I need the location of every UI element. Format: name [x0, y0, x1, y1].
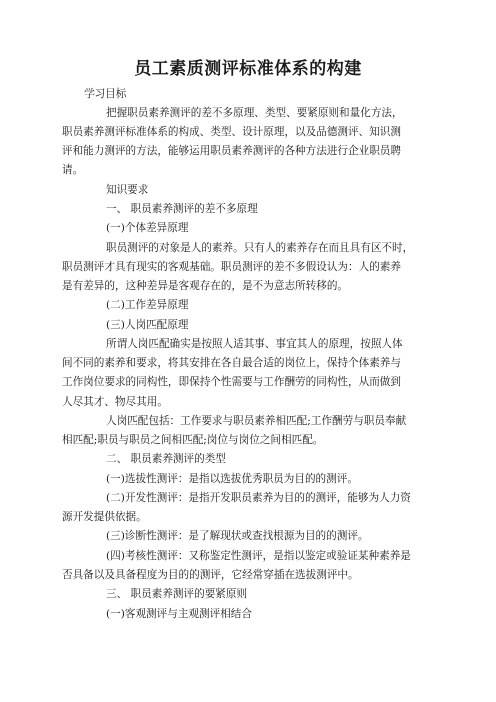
document-title: 员工素质测评标准体系的构建 — [134, 59, 362, 79]
text-line: 三、 职员素养测评的要紧原则 — [106, 588, 248, 600]
text-line: 人岗匹配包括：工作要求与职员素养相匹配;工作酬劳与职员奉献 — [106, 415, 407, 427]
text-line: 源开发提供依据。 — [62, 511, 147, 523]
text-line: 职员测评才具有现实的客观基础。职员测评的差不多假设认为：人的素养 — [62, 261, 401, 273]
text-line: (一)客观测评与主观测评相结合 — [106, 608, 252, 620]
text-line: 一、 职员素养测评的差不多原理 — [106, 203, 258, 215]
text-line: (二)工作差异原理 — [106, 299, 189, 311]
text-line: 所谓人岗匹配确实是按照人适其事、事宜其人的原理，按照人体 — [106, 338, 403, 350]
text-line: 相匹配;职员与职员之间相匹配;岗位与岗位之间相匹配。 — [62, 434, 324, 446]
text-line: (二)开发性测评：是指开发职员素养为目的的测评，能够为人力资 — [106, 492, 411, 504]
text-line: (四)考核性测评：又称鉴定性测评，是指以鉴定或验证某种素养是 — [106, 550, 411, 562]
text-line: 把握职员素养测评的差不多原理、类型、要紧原则和量化方法， — [106, 107, 403, 119]
text-line: 否具备以及具备程度为目的的测评，它经常穿插在选拔测评中。 — [62, 569, 359, 581]
text-line: 职员测评的对象是人的素养。只有人的素养存在而且具有区不时， — [106, 242, 414, 254]
text-line: 学习目标 — [84, 88, 127, 100]
text-line: 人尽其才、物尽其用。 — [62, 396, 168, 408]
text-line: 知识要求 — [106, 184, 149, 196]
text-line: (三)人岗匹配原理 — [106, 319, 189, 331]
text-line: 职员素养测评标准体系的构成、类型、设计原理，以及品德测评、知识测 — [62, 126, 401, 138]
text-line: (一)个体差异原理 — [106, 222, 189, 234]
text-line: 请。 — [62, 164, 84, 176]
text-line: 间不同的素养和要求，将其安排在各自最合适的岗位上，保持个体素养与 — [62, 357, 401, 369]
text-line: (三)诊断性测评：是了解现状或查找根源为目的的测评。 — [106, 530, 369, 542]
text-line: 工作岗位要求的同构性，即保持个性需要与工作酬劳的同构性，从而做到 — [62, 376, 401, 388]
text-line: 评和能力测评的方法，能够运用职员素养测评的各种方法进行企业职员聘 — [62, 145, 401, 157]
text-line: 二、 职员素养测评的类型 — [106, 453, 226, 465]
text-line: 是有差异的，这种差异是客观存在的，是不为意志所转移的。 — [62, 280, 349, 292]
text-line: (一)选拔性测评：是指以选拔优秀职员为目的的测评。 — [106, 473, 358, 485]
